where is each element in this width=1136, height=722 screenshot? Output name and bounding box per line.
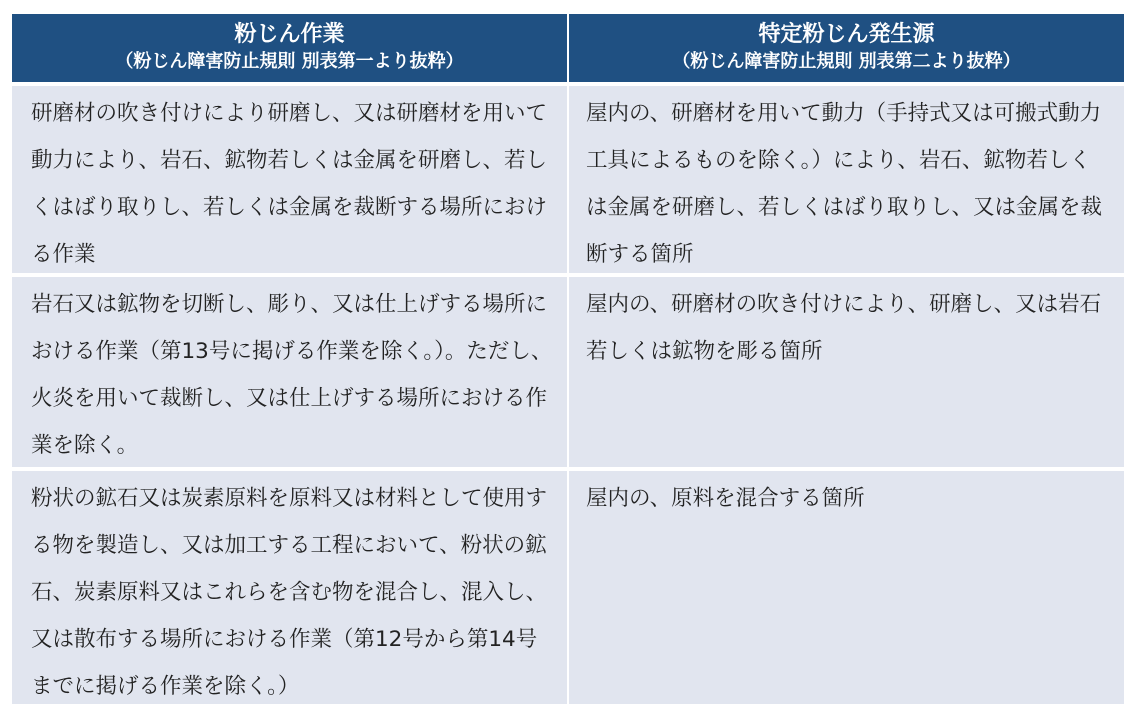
- table-cell-row3-work: 粉状の鉱石又は炭素原料を原料又は材料として使用する物を製造し、又は加工する工程において、粉状の鉱石、炭素原料又はこれらを含む物を混合し、混入し、又は散布する場所における作業（第12号から第14号までに掲げる作業を除く。）: [12, 471, 567, 704]
- header-dust-work: [12, 14, 567, 82]
- header-dust-work-subtitle: （粉じん障害防止規則 別表第一より抜粋）: [115, 51, 464, 72]
- table-cell-row2-work: 岩石又は鉱物を切断し、彫り、又は仕上げする場所における作業（第13号に掲げる作業を除く。）。ただし、火炎を用いて裁断し、又は仕上げする場所における作業を除く。: [12, 277, 567, 467]
- table-cell-row3-source: 屋内の、原料を混合する箇所: [569, 471, 1124, 704]
- table-cell-row1-work: 研磨材の吹き付けにより研磨し、又は研磨材を用いて動力により、岩石、鉱物若しくは金属を研磨し、若しくはばり取りし、若しくは金属を裁断する場所における作業: [12, 86, 567, 273]
- header-dust-source-title: 特定粉じん発生源: [758, 22, 935, 47]
- header-dust-source-subtitle: （粉じん障害防止規則 別表第二より抜粋）: [672, 51, 1021, 72]
- dust-work-table: [12, 14, 1124, 704]
- header-dust-work-title: 粉じん作業: [234, 22, 345, 47]
- table-cell-row2-source: 屋内の、研磨材の吹き付けにより、研磨し、又は岩石若しくは鉱物を彫る箇所: [569, 277, 1124, 467]
- header-dust-source: [569, 14, 1124, 82]
- table-cell-row1-source: 屋内の、研磨材を用いて動力（手持式又は可搬式動力工具によるものを除く。）により、岩石、鉱物若しくは金属を研磨し、若しくはばり取りし、又は金属を裁断する箇所: [569, 86, 1124, 273]
